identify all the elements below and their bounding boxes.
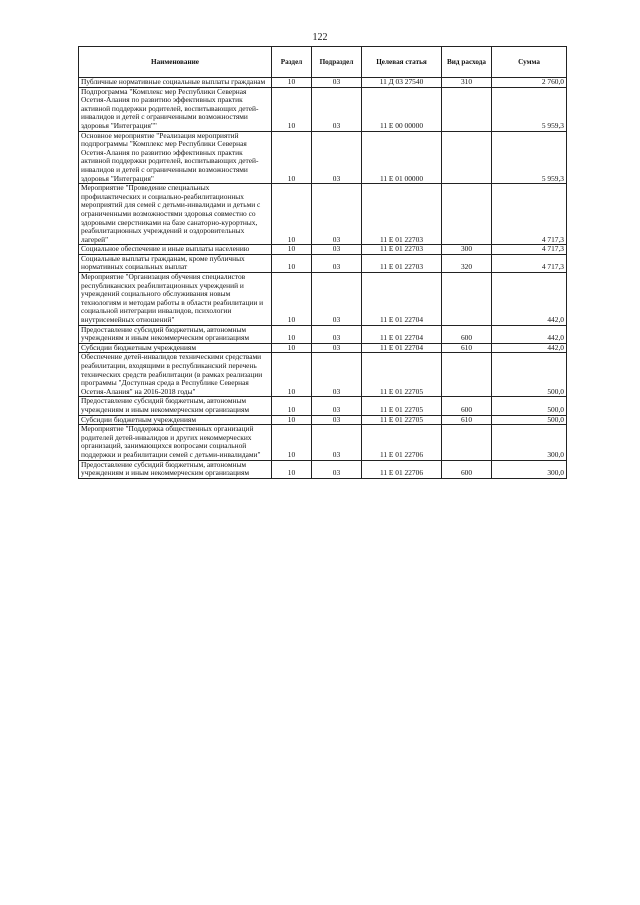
budget-table <box>78 46 567 479</box>
row-target: 11 Е 01 22705 <box>362 415 442 425</box>
row-vid: 610 <box>442 343 492 353</box>
row-sum: 500,0 <box>492 397 567 415</box>
row-sum: 442,0 <box>492 325 567 343</box>
row-razdel: 10 <box>272 245 312 255</box>
row-podrazdel: 03 <box>312 87 362 131</box>
row-name: Мероприятие "Организация обучения специалистов республиканских реабилитационных учреждений и учреждений социального обслуживания новым технологиям и методам работы в области реабилитации и социальной интеграции инвалидов, психологии внутрисемейных отношений" <box>79 273 272 326</box>
row-name: Социальные выплаты гражданам, кроме публичных нормативных социальных выплат <box>79 254 272 272</box>
row-target: 11 Е 01 22705 <box>362 397 442 415</box>
row-vid <box>442 87 492 131</box>
row-vid <box>442 273 492 326</box>
row-vid: 310 <box>442 78 492 88</box>
row-sum: 4 717,3 <box>492 184 567 245</box>
row-sum: 4 717,3 <box>492 245 567 255</box>
row-razdel: 10 <box>272 254 312 272</box>
row-name: Предоставление субсидий бюджетным, автономным учреждениям и иным некоммерческим организациям <box>79 460 272 478</box>
row-target: 11 Д 03 27540 <box>362 78 442 88</box>
row-target: 11 Е 01 00000 <box>362 131 442 184</box>
row-sum: 4 717,3 <box>492 254 567 272</box>
row-sum: 442,0 <box>492 273 567 326</box>
row-razdel: 10 <box>272 415 312 425</box>
row-podrazdel: 03 <box>312 415 362 425</box>
row-podrazdel: 03 <box>312 131 362 184</box>
row-razdel: 10 <box>272 273 312 326</box>
row-vid <box>442 131 492 184</box>
row-sum: 300,0 <box>492 425 567 460</box>
table-row <box>79 460 567 478</box>
row-target: 11 Е 01 22703 <box>362 254 442 272</box>
row-name: Публичные нормативные социальные выплаты гражданам <box>79 78 272 88</box>
row-name: Обеспечение детей-инвалидов техническими средствами реабилитации, входящими в республиканский перечень технических средств реабилитации (в рамках реализации программы "Доступная среда в Республике Северная Осетия-Алания" на 2016-2018 годы" <box>79 353 272 397</box>
table-row <box>79 353 567 397</box>
row-target: 11 Е 01 22705 <box>362 353 442 397</box>
table-row <box>79 273 567 326</box>
row-podrazdel: 03 <box>312 254 362 272</box>
row-vid: 600 <box>442 397 492 415</box>
header-podrazdel: Подраздел <box>312 47 362 78</box>
row-target: 11 Е 01 22703 <box>362 184 442 245</box>
row-sum: 2 760,0 <box>492 78 567 88</box>
row-vid: 600 <box>442 460 492 478</box>
row-podrazdel: 03 <box>312 425 362 460</box>
row-podrazdel: 03 <box>312 184 362 245</box>
table-row <box>79 397 567 415</box>
table-row <box>79 425 567 460</box>
row-razdel: 10 <box>272 325 312 343</box>
row-vid: 610 <box>442 415 492 425</box>
row-vid <box>442 353 492 397</box>
header-target: Целевая статья <box>362 47 442 78</box>
table-header-row <box>79 47 567 78</box>
row-podrazdel: 03 <box>312 273 362 326</box>
row-podrazdel: 03 <box>312 397 362 415</box>
header-vid: Вид расхода <box>442 47 492 78</box>
row-sum: 300,0 <box>492 460 567 478</box>
row-vid <box>442 425 492 460</box>
row-vid: 320 <box>442 254 492 272</box>
row-name: Социальное обеспечение и иные выплаты населению <box>79 245 272 255</box>
row-podrazdel: 03 <box>312 78 362 88</box>
table-row <box>79 245 567 255</box>
row-vid <box>442 184 492 245</box>
row-target: 11 Е 01 22704 <box>362 325 442 343</box>
row-razdel: 10 <box>272 131 312 184</box>
row-target: 11 Е 00 00000 <box>362 87 442 131</box>
row-sum: 5 959,3 <box>492 131 567 184</box>
row-target: 11 Е 01 22704 <box>362 273 442 326</box>
row-podrazdel: 03 <box>312 343 362 353</box>
row-name: Мероприятие "Проведение специальных профилактических и социально-реабилитационных мероприятий для семей с детьми-инвалидами и детьми с ограниченными возможностями здоровья совместно со здоровыми сверстниками на базе санаторно-курортных, реабилитационных учреждений и оздоровительных лагерей" <box>79 184 272 245</box>
row-name: Подпрограмма "Комплекс мер Республики Северная Осетия-Алания по развитию эффективных практик активной поддержки родителей, воспитывающих детей-инвалидов и детей с ограниченными возможностями здоровья "Интеграция"" <box>79 87 272 131</box>
table-row <box>79 325 567 343</box>
row-name: Мероприятие "Поддержка общественных организаций родителей детей-инвалидов и других некоммерческих организаций, занимающихся вопросами социальной поддержки и реабилитации семей с детьми-инвалидами" <box>79 425 272 460</box>
row-target: 11 Е 01 22703 <box>362 245 442 255</box>
row-vid: 600 <box>442 325 492 343</box>
table-row <box>79 184 567 245</box>
row-target: 11 Е 01 22704 <box>362 343 442 353</box>
row-name: Основное мероприятие "Реализация мероприятий подпрограммы "Комплекс мер Республики Северная Осетия-Алания по развитию эффективных практик активной поддержки родителей, воспитывающих детей-инвалидов и детей с ограниченными возможностями здоровья "Интеграция" <box>79 131 272 184</box>
page-number: 122 <box>312 32 328 43</box>
row-razdel: 10 <box>272 353 312 397</box>
row-podrazdel: 03 <box>312 325 362 343</box>
row-razdel: 10 <box>272 397 312 415</box>
row-sum: 5 959,3 <box>492 87 567 131</box>
row-razdel: 10 <box>272 343 312 353</box>
row-vid: 300 <box>442 245 492 255</box>
table-row <box>79 131 567 184</box>
header-sum: Сумма <box>492 47 567 78</box>
row-sum: 442,0 <box>492 343 567 353</box>
row-razdel: 10 <box>272 460 312 478</box>
table-row <box>79 87 567 131</box>
header-razdel: Раздел <box>272 47 312 78</box>
row-podrazdel: 03 <box>312 460 362 478</box>
table-row <box>79 254 567 272</box>
table-row <box>79 78 567 88</box>
row-razdel: 10 <box>272 425 312 460</box>
row-razdel: 10 <box>272 78 312 88</box>
header-name: Наименование <box>79 47 272 78</box>
row-podrazdel: 03 <box>312 245 362 255</box>
row-target: 11 Е 01 22706 <box>362 460 442 478</box>
row-podrazdel: 03 <box>312 353 362 397</box>
row-name: Предоставление субсидий бюджетным, автономным учреждениям и иным некоммерческим организациям <box>79 325 272 343</box>
row-name: Субсидии бюджетным учреждениям <box>79 415 272 425</box>
row-sum: 500,0 <box>492 353 567 397</box>
row-sum: 500,0 <box>492 415 567 425</box>
row-razdel: 10 <box>272 184 312 245</box>
row-target: 11 Е 01 22706 <box>362 425 442 460</box>
row-razdel: 10 <box>272 87 312 131</box>
row-name: Предоставление субсидий бюджетным, автономным учреждениям и иным некоммерческим организациям <box>79 397 272 415</box>
row-name: Субсидии бюджетным учреждениям <box>79 343 272 353</box>
